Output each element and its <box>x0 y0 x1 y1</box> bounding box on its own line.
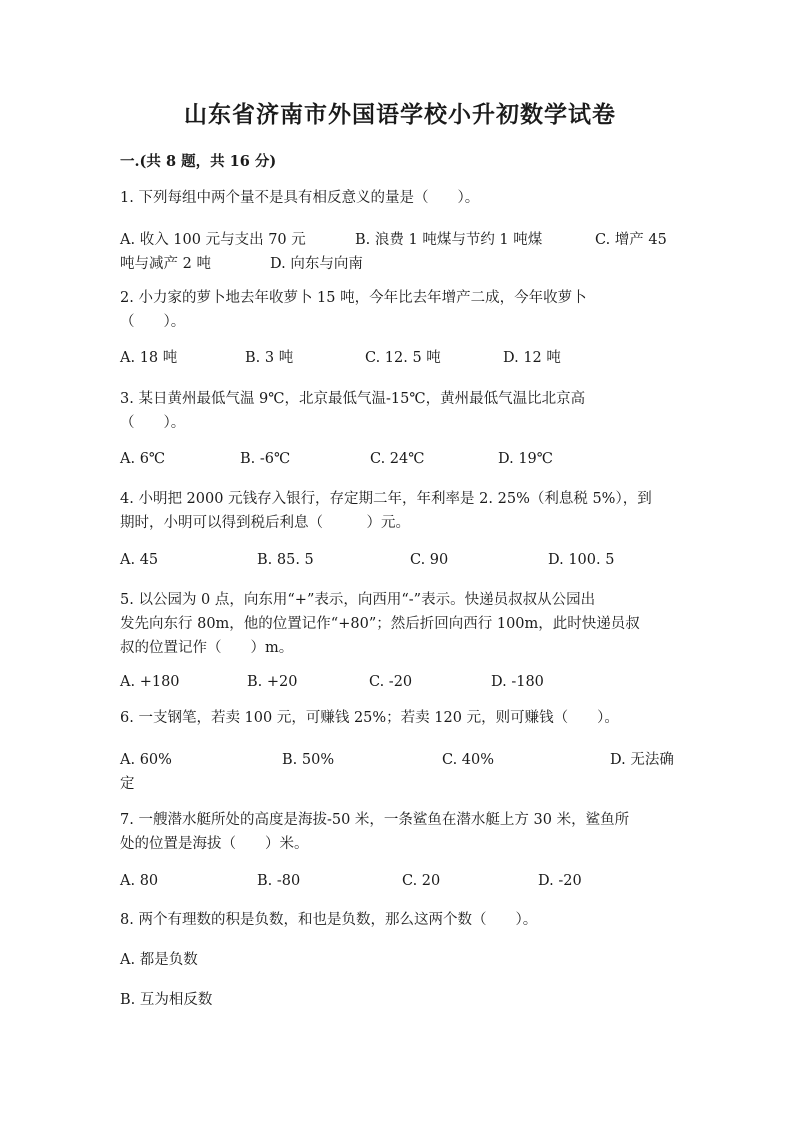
option-a[interactable]: A. +180 <box>120 674 180 690</box>
question-1-text: 1. 下列每组中两个量不是具有相反意义的量是（ ）。 <box>120 190 480 206</box>
question-5-text: 5. 以公园为 0 点，向东用“+”表示，向西用“-”表示。快递员叔叔从公园出 <box>120 592 596 608</box>
option-a[interactable]: A. 18 吨 <box>120 350 178 366</box>
option-d[interactable]: D. 12 吨 <box>503 350 561 366</box>
option-b[interactable]: B. 3 吨 <box>245 350 294 366</box>
question-2 <box>120 286 685 334</box>
option-b[interactable]: B. -6℃ <box>240 451 291 467</box>
question-8-option-b-row <box>120 988 690 1012</box>
question-3-options <box>120 447 690 471</box>
option-b[interactable]: B. -80 <box>257 873 301 889</box>
option-d[interactable]: D. 向东与向南 <box>270 256 363 272</box>
question-3 <box>120 387 685 435</box>
question-4-text: 4. 小明把 2000 元钱存入银行，存定期二年，年利率是 2. 25%（利息税 5%），到 <box>120 491 652 507</box>
question-6-options <box>120 748 690 796</box>
option-a[interactable]: A. 都是负数 <box>120 952 198 968</box>
question-7-options <box>120 869 690 893</box>
option-b[interactable]: B. 互为相反数 <box>120 992 213 1008</box>
question-5-text-cont: 发先向东行 80m，他的位置记作“+80”；然后折回向西行 100m，此时快递员叔 <box>120 616 640 632</box>
question-8-option-a-row <box>120 948 690 972</box>
section-heading: 一.(共 8 题，共 16 分) <box>120 153 277 170</box>
question-3-text: 3. 某日黄州最低气温 9℃，北京最低气温-15℃，黄州最低气温比北京高 <box>120 391 586 407</box>
option-a[interactable]: A. 6℃ <box>120 451 166 467</box>
question-4 <box>120 487 695 535</box>
option-c[interactable]: C. 90 <box>410 552 449 568</box>
option-d[interactable]: D. -180 <box>491 674 544 690</box>
question-7 <box>120 808 695 856</box>
question-6 <box>120 706 685 730</box>
question-2-text: 2. 小力家的萝卜地去年收萝卜 15 吨，今年比去年增产二成，今年收萝卜 <box>120 290 587 306</box>
question-6-text: 6. 一支钢笔，若卖 100 元，可赚钱 25%；若卖 120 元，则可赚钱（ ）。 <box>120 710 619 726</box>
option-a[interactable]: A. 60% <box>120 752 172 768</box>
option-a[interactable]: A. 80 <box>120 873 159 889</box>
option-d[interactable]: D. 19℃ <box>498 451 553 467</box>
question-7-text-cont: 处的位置是海拔（ ）米。 <box>120 836 309 852</box>
question-5-options <box>120 670 690 694</box>
option-c[interactable]: C. 24℃ <box>370 451 425 467</box>
option-c[interactable]: C. -20 <box>369 674 413 690</box>
question-1-options <box>120 228 690 276</box>
option-c[interactable]: C. 40% <box>442 752 495 768</box>
option-a[interactable]: A. 45 <box>120 552 159 568</box>
question-2-options <box>120 346 690 370</box>
option-c[interactable]: C. 增产 45 <box>595 232 667 248</box>
question-4-text-cont: 期时，小明可以得到税后利息（ ）元。 <box>120 515 410 531</box>
option-d[interactable]: D. 无法确 <box>610 752 674 768</box>
question-8-text: 8. 两个有理数的积是负数，和也是负数，那么这两个数（ ）。 <box>120 912 538 928</box>
option-c[interactable]: C. 12. 5 吨 <box>365 350 441 366</box>
option-c[interactable]: C. 20 <box>402 873 441 889</box>
question-2-text-cont: （ ）。 <box>120 314 186 330</box>
option-d[interactable]: D. -20 <box>538 873 582 889</box>
question-3-text-cont: （ ）。 <box>120 415 186 431</box>
question-5 <box>120 588 695 660</box>
question-1 <box>120 186 685 210</box>
option-b[interactable]: B. 85. 5 <box>257 552 314 568</box>
option-b[interactable]: B. +20 <box>247 674 298 690</box>
question-8 <box>120 908 685 932</box>
option-b[interactable]: B. 浪费 1 吨煤与节约 1 吨煤 <box>355 232 543 248</box>
option-c-continued: 吨与减产 2 吨 <box>120 256 211 272</box>
option-d-continued: 定 <box>120 776 135 792</box>
option-d[interactable]: D. 100. 5 <box>548 552 615 568</box>
option-b[interactable]: B. 50% <box>282 752 335 768</box>
question-4-options <box>120 548 690 572</box>
question-5-text-cont2: 叔的位置记作（ ）m。 <box>120 640 294 656</box>
option-a[interactable]: A. 收入 100 元与支出 70 元 <box>120 232 306 248</box>
page-title: 山东省济南市外国语学校小升初数学试卷 <box>184 101 616 128</box>
question-7-text: 7. 一艘潜水艇所处的高度是海拔-50 米，一条鲨鱼在潜水艇上方 30 米，鲨鱼所 <box>120 812 630 828</box>
